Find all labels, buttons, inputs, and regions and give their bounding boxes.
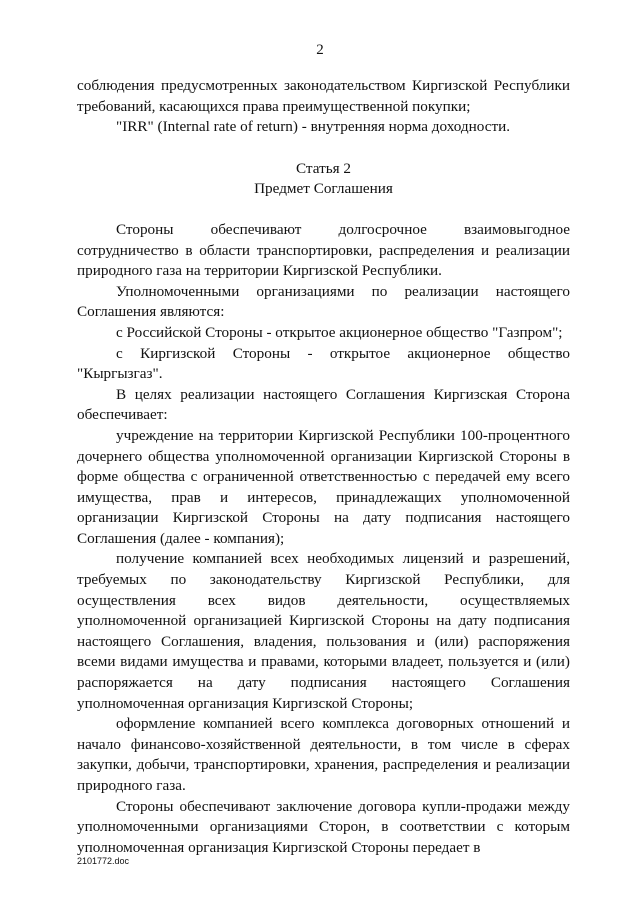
paragraph-intro: соблюдения предусмотренных законодательством Киргизской Республики требований, касающихся права преимущественной покупки; [77,77,570,115]
page-number: 2 [316,42,324,58]
article-title: Предмет Соглашения [254,180,393,198]
paragraph-2: Уполномоченными организациями по реализации настоящего Соглашения являются: [77,282,570,321]
paragraph-irr-definition: "IRR" (Internal rate of return) - внутренняя норма доходности. [116,118,511,136]
paragraph-4: с Киргизской Стороны - открытое акционерное общество "Кыргызгаз". [77,344,570,383]
article-number: Статья 2 [295,159,352,177]
document-body [77,76,570,858]
paragraph-3: с Российской Стороны - открытое акционерное общество "Газпром"; [116,323,563,341]
footer-filename: 2101772.doc [77,856,130,866]
article-heading [77,159,570,200]
paragraph-9: Стороны обеспечивают заключение договора купли-продажи между уполномоченными организациями Сторон, в соответствии с которым уполномоченная организация Киргизской Стороны передает в [77,797,570,856]
paragraph-1: Стороны обеспечивают долгосрочное взаимовыгодное сотрудничество в области транспортировки, распределения и реализации природного газа на территории Киргизской Республики. [77,220,570,280]
paragraph-6: учреждение на территории Киргизской Республики 100-процентного дочернего общества уполномоченной организации Киргизской Стороны в форме общества с ограниченной ответственностью с передачей ему всего имущества, прав и интересов, принадлежащих уполномоченной организации Киргизской Стороны на дату подписания настоящего Соглашения (далее - компания); [77,426,570,547]
paragraph-5: В целях реализации настоящего Соглашения Киргизская Сторона обеспечивает: [77,385,570,424]
paragraph-8: оформление компанией всего комплекса договорных отношений и начало финансово-хозяйственной деятельности, в том числе в сферах закупки, добычи, транспортировки, хранения, распределения и реализации природного газа. [77,715,570,794]
paragraph-7: получение компанией всех необходимых лицензий и разрешений, требуемых по законодательству Киргизской Республики, для осуществления всех видов деятельности, осуществляемых уполномоченной организацией Киргизской Стороны на дату подписания настоящего Соглашения, владения, пользования и (или) распоряжения всеми видами имущества и правами, которыми владеет, пользуется и (или) распоряжается на дату подписания настоящего Соглашения уполномоченная организация Киргизской Стороны; [77,550,570,712]
